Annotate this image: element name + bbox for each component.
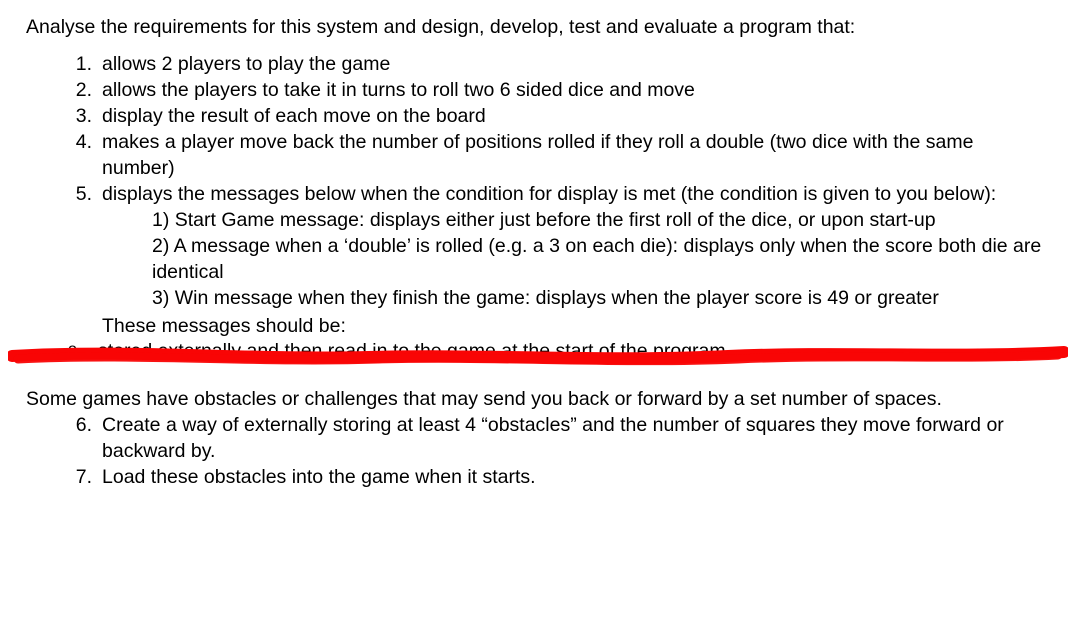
list-item-number: 3. — [75, 105, 92, 128]
bullet-icon: o — [68, 341, 77, 359]
message-condition: 2) A message when a ‘double’ is rolled (e.g. a 3 on each die): displays only when the score both die are identical — [152, 234, 1042, 283]
list-item-text: display the result of each move on the board — [102, 105, 486, 128]
list-item-text: allows the players to take it in turns to roll two 6 sided dice and move — [102, 79, 695, 102]
messages-bullet-text: stored externally and then read in to the game at the start of the program — [98, 340, 726, 363]
list-item-number: 6. — [75, 414, 92, 437]
list-item — [26, 182, 1049, 312]
requirements-list-two — [26, 413, 1049, 491]
message-condition: 3) Win message when they finish the game: displays when the player score is 49 or greater — [152, 286, 939, 309]
list-item-text: makes a player move back the number of positions rolled if they roll a double (two dice with the same number) — [102, 131, 974, 179]
list-item — [26, 78, 1049, 104]
list-item-text: displays the messages below when the condition for display is met (the condition is given to you below): — [102, 182, 997, 205]
requirements-list — [26, 52, 1049, 311]
list-item — [26, 465, 1049, 491]
list-item-number: 4. — [75, 131, 92, 154]
list-item-text: Load these obstacles into the game when it starts. — [102, 466, 536, 489]
list-item-number: 5. — [75, 182, 92, 205]
list-item — [26, 413, 1049, 465]
list-item — [26, 104, 1049, 130]
list-item-text: allows 2 players to play the game — [102, 53, 391, 76]
intro-paragraph: Analyse the requirements for this system and design, develop, test and evaluate a program that: — [26, 16, 856, 38]
message-condition: 1) Start Game message: displays either just before the first roll of the dice, or upon start-up — [152, 208, 936, 231]
list-item — [26, 52, 1049, 78]
messages-intro: These messages should be: — [102, 314, 346, 337]
list-item — [26, 130, 1049, 182]
list-item-number: 7. — [75, 466, 92, 489]
messages-bullet-item — [26, 339, 1049, 365]
list-item-number: 1. — [75, 53, 92, 76]
list-item-number: 2. — [75, 79, 92, 102]
list-item-text: Create a way of externally storing at least 4 “obstacles” and the number of squares they move forward or backward by. — [102, 414, 1004, 463]
obstacles-paragraph: Some games have obstacles or challenges that may send you back or forward by a set number of spaces. — [26, 388, 942, 411]
message-conditions-list — [102, 208, 1049, 312]
